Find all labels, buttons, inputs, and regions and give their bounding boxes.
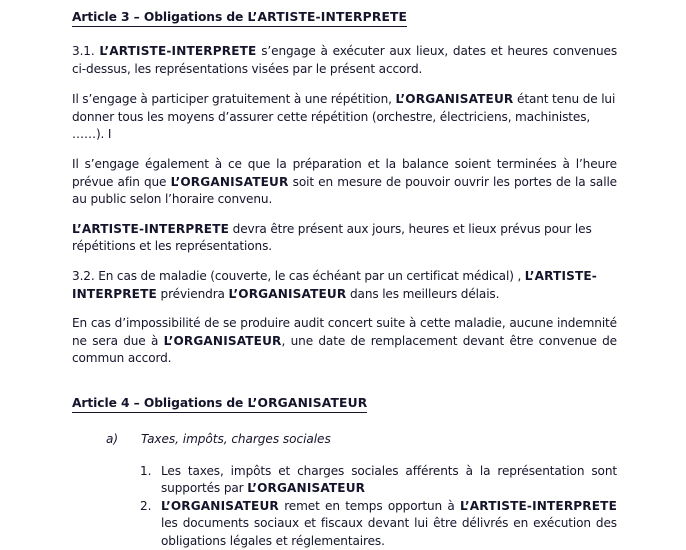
list-item-1-marker: 1.	[140, 463, 151, 481]
article-4-numbered-list	[72, 463, 617, 550]
article-3-heading-party: L’ARTISTE-INTERPRETE	[247, 10, 407, 24]
article-4-heading	[72, 396, 617, 413]
paragraph-repetition	[72, 91, 617, 144]
spacer	[72, 449, 617, 463]
paragraph-repetition-text-1: Il s’engage à participer gratuitement à une répétition,	[72, 92, 395, 106]
paragraph-presence-text: devra être présent aux jours, heures et lieux prévus pour les répétitions et les représentations.	[72, 222, 592, 254]
list-item-2-party-artiste: L’ARTISTE-INTERPRETE	[460, 499, 617, 513]
list-item-a-marker: a)	[106, 431, 118, 449]
list-item-1-text-1: Les taxes, impôts et charges sociales afférents à la représentation sont supportés par	[161, 464, 617, 496]
article-3-heading	[72, 10, 617, 27]
spacer	[72, 78, 617, 91]
list-item-a	[72, 431, 617, 449]
paragraph-repetition-party-organisateur: L’ORGANISATEUR	[395, 92, 513, 106]
clause-3-1	[72, 43, 617, 78]
clause-3-2-text-3: dans les meilleurs délais.	[346, 287, 499, 301]
list-item-2-marker: 2.	[140, 498, 151, 516]
article-3-heading-prefix: Article 3 – Obligations de	[72, 10, 247, 24]
paragraph-presence-party-artiste: L’ARTISTE-INTERPRETE	[72, 222, 229, 236]
list-item-1-party-organisateur: L’ORGANISATEUR	[247, 481, 365, 495]
paragraph-presence	[72, 221, 617, 256]
clause-3-2-party-artiste: L’ARTISTE-INTERPRETE	[72, 269, 597, 301]
paragraph-balance-text-1: Il s’engage également à ce que la préparation et la balance soient terminées à l’heure prévue afin que	[72, 157, 617, 189]
spacer	[72, 144, 617, 156]
paragraph-impossibilite	[72, 315, 617, 368]
clause-3-2-number: 3.2.	[72, 269, 95, 283]
list-item-a-label: Taxes, impôts, charges sociales	[141, 432, 331, 446]
paragraph-impossibilite-text-1: En cas d’impossibilité de se produire audit concert suite à cette maladie, aucune indemnité ne sera due à	[72, 316, 617, 348]
paragraph-balance-text-2: soit en mesure de pouvoir ouvrir les portes de la salle au public selon l’horaire convenu.	[72, 175, 617, 207]
article-4-heading-prefix: Article 4 – Obligations de	[72, 396, 247, 410]
list-item-2-text-1: remet en temps opportun à	[279, 499, 460, 513]
paragraph-impossibilite-text-2: , une date de remplacement devant être convenue de commun accord.	[72, 334, 617, 366]
spacer	[72, 256, 617, 268]
spacer	[72, 303, 617, 315]
spacer	[72, 209, 617, 221]
list-item-2-text-2: les documents sociaux et fiscaux devant lui être délivrés en exécution des obligations légales et réglementaires.	[161, 516, 617, 548]
paragraph-balance	[72, 156, 617, 209]
clause-3-2	[72, 268, 617, 303]
clause-3-2-text-1: En cas de maladie (couverte, le cas échéant par un certificat médical) ,	[95, 269, 525, 283]
clause-3-1-party-artiste: L’ARTISTE-INTERPRETE	[99, 44, 256, 58]
list-item-1	[72, 463, 617, 498]
clause-3-2-party-organisateur: L’ORGANISATEUR	[228, 287, 346, 301]
list-item-2-party-organisateur: L’ORGANISATEUR	[161, 499, 279, 513]
paragraph-impossibilite-party-organisateur: L’ORGANISATEUR	[164, 334, 282, 348]
paragraph-repetition-text-2: étant tenu de lui donner tous les moyens d’assurer cette répétition (orchestre, électriciens, machinistes, ……). I	[72, 92, 615, 141]
spacer	[72, 413, 617, 431]
clause-3-2-text-2: préviendra	[157, 287, 229, 301]
paragraph-balance-party-organisateur: L’ORGANISATEUR	[171, 175, 289, 189]
spacer	[72, 27, 617, 43]
spacer	[72, 368, 617, 396]
list-item-2	[72, 498, 617, 550]
clause-3-1-text: s’engage à exécuter aux lieux, dates et heures convenues ci-dessus, les représentations visées par le présent accord.	[72, 44, 617, 76]
article-4-heading-party: L’ORGANISATEUR	[247, 396, 367, 410]
article-4-alpha-list	[72, 431, 617, 449]
clause-3-1-number: 3.1.	[72, 44, 95, 58]
